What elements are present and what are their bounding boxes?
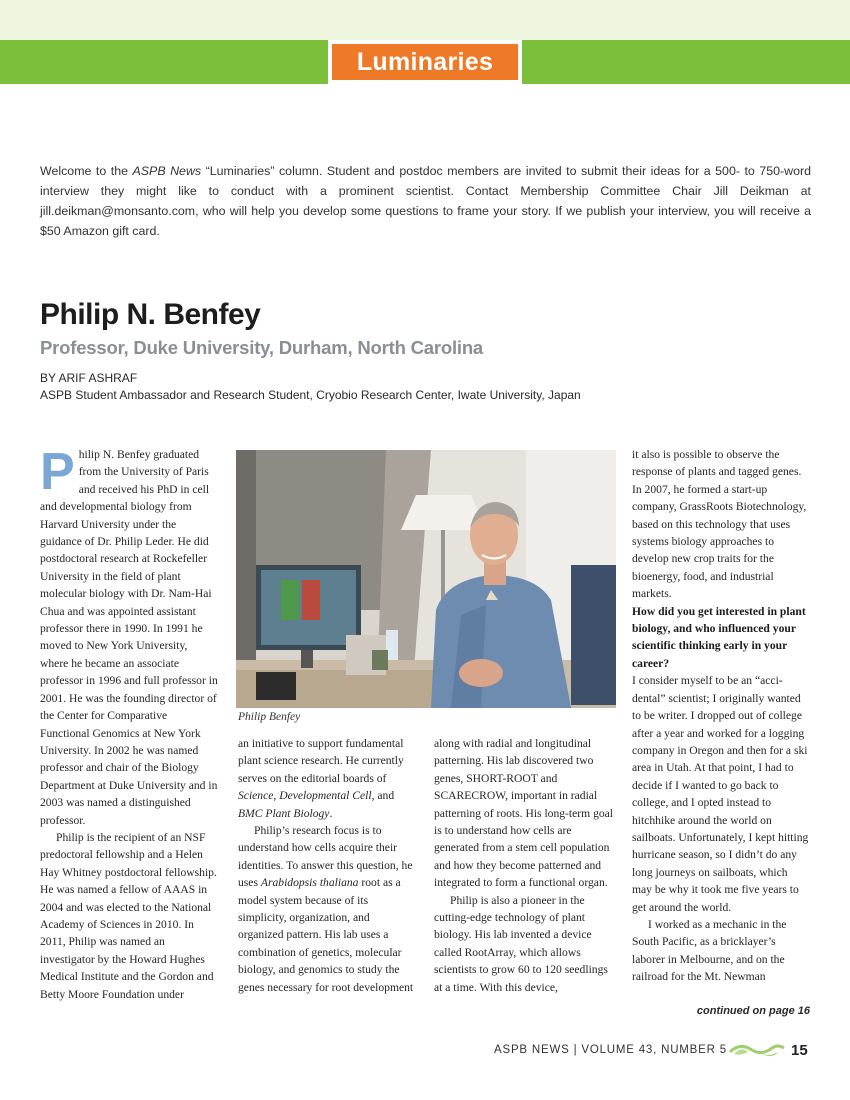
col3-paragraph-2: Philip is also a pioneer in the cutting-edge technology of plant biology. His lab invented a device called RootArray, which allows scientists to grow 60 to 120 seedlings at a time. With this device, — [434, 893, 608, 994]
column-2 — [238, 735, 418, 996]
col1-text-1: hilip N. Benfey graduated from the University of Paris and received his PhD in cell and developmental biology from Harvard University under the guidance of Dr. Philip Leder. He did postdoctoral research at Rockefeller University in the field of plant molecular biology with Dr. Nam-Hai Chua and was appointed assistant professor there in 1990. In 1991 he moved to New York University, where he became an associate professor in 1996 and full professor in 2001. He was the founding director of the Center for Comparative Functional Genomics at New York University. In 2002 he was named professor and chair of the Biology Department at Duke University and in 2003 was named a distinguished professor. — [40, 448, 218, 827]
journal-science: Science — [238, 789, 274, 803]
col3-paragraph-1: along with radial and longitudinal patterning. His lab discovered two genes, SHORT-ROOT and SCARECROW, important in radial patterning of roots. His long-term goal is to understand how cells are generated from a stem cell population and how they become patterned and integrated to form a functional organ. — [434, 737, 614, 890]
col2-text-2a: Philip’s research focus is to understand how cells acquire their identities. To answer this question, he uses — [238, 824, 413, 890]
portrait-photo — [236, 450, 616, 708]
col2-sep-3: . — [329, 806, 333, 820]
continued-note: continued on page 16 — [696, 1005, 810, 1017]
col4-answer-1: I consider myself to be an “accidental” scientist; I originally wanted to be writer. I dropped out of college after a year and worked for a logging company in Oregon and then for a ski area in Utah. At that point, I had to decide if I wanted to go back to college, and I opted instead to hitchhike around the world on sailboats. Unfortunately, I kept hitting hurricane season, so I didn’t do any long journeys on sailboats, which may be why it took me five years to get around the world. — [632, 674, 809, 914]
col2-text-1: an initiative to support fundamental plant science research. He currently serves on the editorial boards of — [238, 737, 404, 785]
col2-paragraph-1 — [238, 735, 418, 822]
col2-text-2b: root as a model system because of its simplicity, organization, and organized pattern. His lab uses a combination of genetics, molecular biology, and genomics to study the genes necessary for root development — [238, 876, 414, 994]
intro-paragraph — [40, 161, 811, 241]
article-title: Philip N. Benfey — [40, 298, 261, 331]
species-name: Arabidopsis thaliana — [260, 876, 359, 890]
publication-name: ASPB News — [132, 164, 202, 178]
portrait-image — [236, 450, 616, 708]
section-label: Luminaries — [332, 44, 518, 80]
col4-paragraph-1: it also is possible to observe the response of plants and tagged genes. In 2007, he formed a start-up company, GrassRoots Biotechnology, based on this technology that uses systems biology approaches to develop new crop traits for the bioenergy, food, and industrial markets. — [632, 448, 807, 601]
photo-caption: Philip Benfey — [238, 711, 301, 723]
col2-sep-2: , and — [371, 789, 395, 803]
page-number: 15 — [791, 1042, 808, 1059]
col4-answer-2: I worked as a mechanic in the South Pacific, as a bricklayer’s laborer in Melbourne, and on the railroad for the Mt. Newman — [632, 917, 787, 984]
journal-developmental-cell: Developmental Cell — [279, 789, 372, 803]
col2-sep-1: , — [273, 789, 280, 803]
article-subtitle: Professor, Duke University, Durham, North Carolina — [40, 337, 484, 358]
interview-question: How did you get interested in plant biology, and who influenced your scientific thinking early in your career? — [632, 604, 806, 670]
drop-cap: P — [40, 443, 75, 501]
col2-paragraph-2 — [238, 822, 418, 996]
section-tab — [328, 40, 522, 84]
byline-author: BY ARIF ASHRAF — [40, 371, 138, 385]
journal-bmc-plant-biology: BMC Plant Biology — [238, 806, 330, 820]
author-affiliation: ASPB Student Ambassador and Research Student, Cryobio Research Center, Iwate University, Japan — [40, 388, 581, 402]
byline — [40, 370, 581, 404]
column-1 — [40, 443, 218, 1003]
leaf-swirl-icon — [728, 1040, 786, 1060]
col1-paragraph-1 — [40, 443, 218, 829]
intro-text: Welcome to the — [40, 164, 133, 178]
column-3 — [434, 735, 614, 996]
header-tint — [0, 0, 850, 40]
column-4 — [632, 446, 810, 986]
footer-publication: ASPB NEWS | VOLUME 43, NUMBER 5 — [494, 1044, 727, 1056]
intro-text-rest: “Luminaries” column. Student and postdoc members are invited to submit their ideas for a 500- to 750-word interview they might like to conduct with a prominent scientist. Contact Membership Committee Chair Jill Deikman at jill.deikman@monsanto.com, who will help you develop some questions to frame your story. If we publish your interview, you will receive a $50 Amazon gift card. — [40, 164, 811, 238]
col1-paragraph-2: Philip is the recipient of an NSF predoctoral fellowship and a Helen Hay Whitney postdoctoral fellowship. He was named a fellow of AAAS in 2004 and was elected to the National Academy of Sciences in 2010. In 2011, Philip was named an investigator by the Howard Hughes Medical Institute and the Gordon and Betty Moore Foundation under — [40, 830, 217, 1001]
